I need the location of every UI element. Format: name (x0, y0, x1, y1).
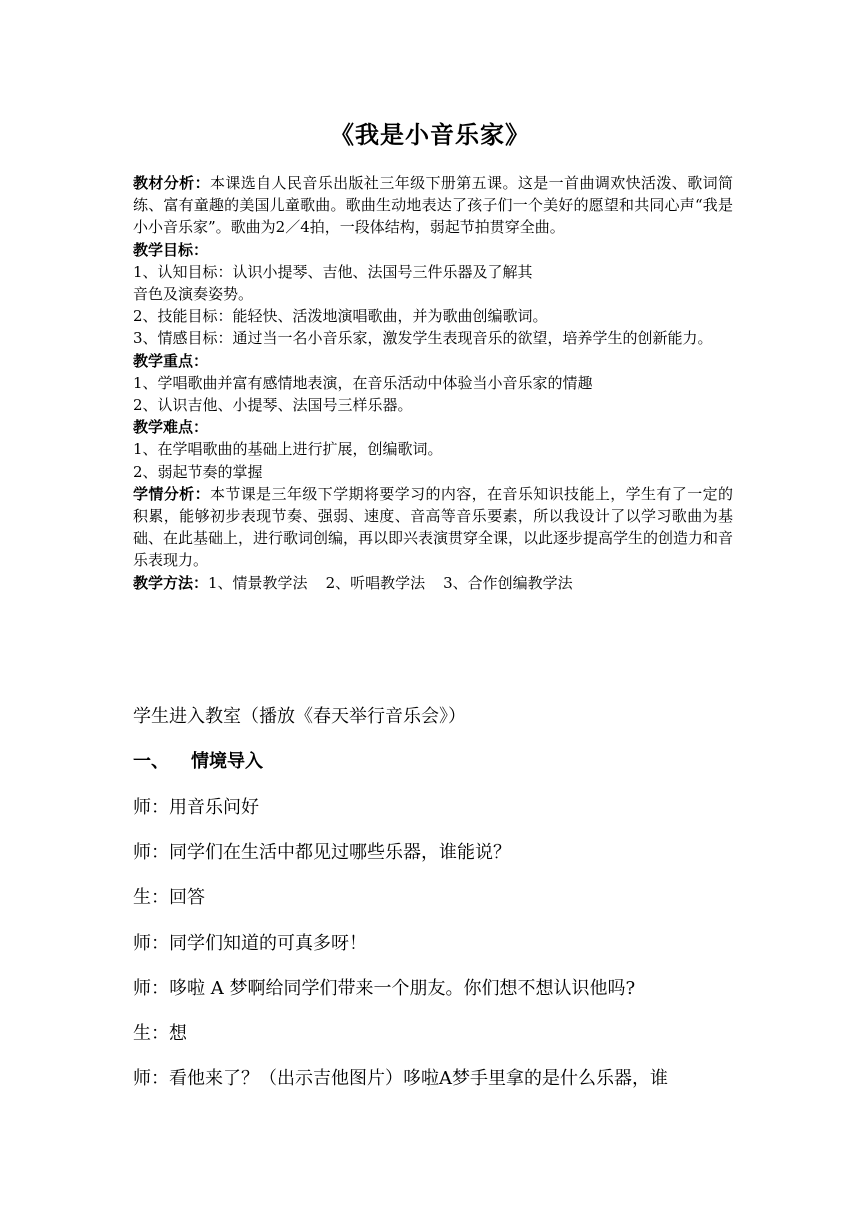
teaching-goal-item: 3、情感目标：通过当一名小音乐家，激发学生表现音乐的欲望，培养学生的创新能力。 (133, 329, 713, 348)
section-number: 一、 (133, 751, 169, 772)
key-point-item: 2、认识吉他、小提琴、法国号三样乐器。 (133, 396, 413, 415)
dialogue-line: 师：用音乐问好 (133, 797, 259, 818)
teaching-goal-item: 2、技能目标：能轻快、活泼地演唱歌曲，并为歌曲创编歌词。 (133, 307, 548, 326)
student-analysis (133, 483, 733, 572)
textbook-analysis-text: 本课选自人民音乐出版社三年级下册第五课。这是一首曲调欢快活泼、歌词简练、富有童趣的美国儿童歌曲。歌曲生动地表达了孩子们一个美好的愿望和共同心声“我是小小音乐家”。歌曲为2／4拍，一段体结构，弱起节拍贯穿全曲。 (133, 174, 733, 237)
dialogue-line: 师：看他来了？（出示吉他图片）哆啦A梦手里拿的是什么乐器，谁 (133, 1068, 668, 1089)
difficulty-item: 2、弱起节奏的掌握 (133, 462, 263, 481)
difficulties-heading: 教学难点： (133, 418, 209, 437)
teaching-method-item: 2、听唱教学法 (325, 573, 426, 592)
section-heading (133, 747, 263, 773)
teaching-method-item: 1、情景教学法 (208, 573, 308, 592)
section-title: 情境导入 (191, 751, 263, 772)
key-points-heading: 教学重点： (133, 351, 209, 370)
textbook-analysis (133, 172, 733, 239)
student-analysis-label: 学情分析： (133, 484, 210, 503)
key-point-item: 1、学唱歌曲并富有感情地表演，在音乐活动中体验当小音乐家的情趣 (133, 373, 593, 392)
dialogue-line: 师：哆啦 A 梦啊给同学们带来一个朋友。你们想不想认识他吗? (133, 978, 636, 999)
teaching-goals-heading: 教学目标： (133, 240, 209, 259)
teaching-methods-label: 教学方法： (133, 573, 209, 592)
dialogue-line: 师：同学们知道的可真多呀！ (133, 933, 367, 954)
dialogue-line: 生：回答 (133, 887, 205, 908)
lesson-intro: 学生进入教室（播放《春天举行音乐会》） (133, 706, 466, 727)
teaching-goal-item: 音色及演奏姿势。 (133, 285, 254, 304)
textbook-analysis-label: 教材分析： (133, 174, 210, 192)
dialogue-line: 生：想 (133, 1023, 187, 1044)
difficulty-item: 1、在学唱歌曲的基础上进行扩展，创编歌词。 (133, 440, 443, 459)
dialogue-line: 师：同学们在生活中都见过哪些乐器，谁能说？ (133, 842, 511, 863)
lesson-plan-overview (133, 172, 733, 594)
teaching-methods (133, 572, 733, 594)
teaching-goal-item: 1、认知目标：认识小提琴、吉他、法国号三件乐器及了解其 (133, 262, 533, 281)
teaching-method-item: 3、合作创编教学法 (443, 573, 573, 592)
document-title: 《我是小音乐家》 (330, 120, 530, 149)
student-analysis-text: 本节课是三年级下学期将要学习的内容，在音乐知识技能上，学生有了一定的积累，能够初步表现节奏、强弱、速度、音高等音乐要素，所以我设计了以学习歌曲为基础、在此基础上，进行歌词创编，再以即兴表演贯穿全课，以此逐步提高学生的创造力和音乐表现力。 (133, 484, 734, 570)
